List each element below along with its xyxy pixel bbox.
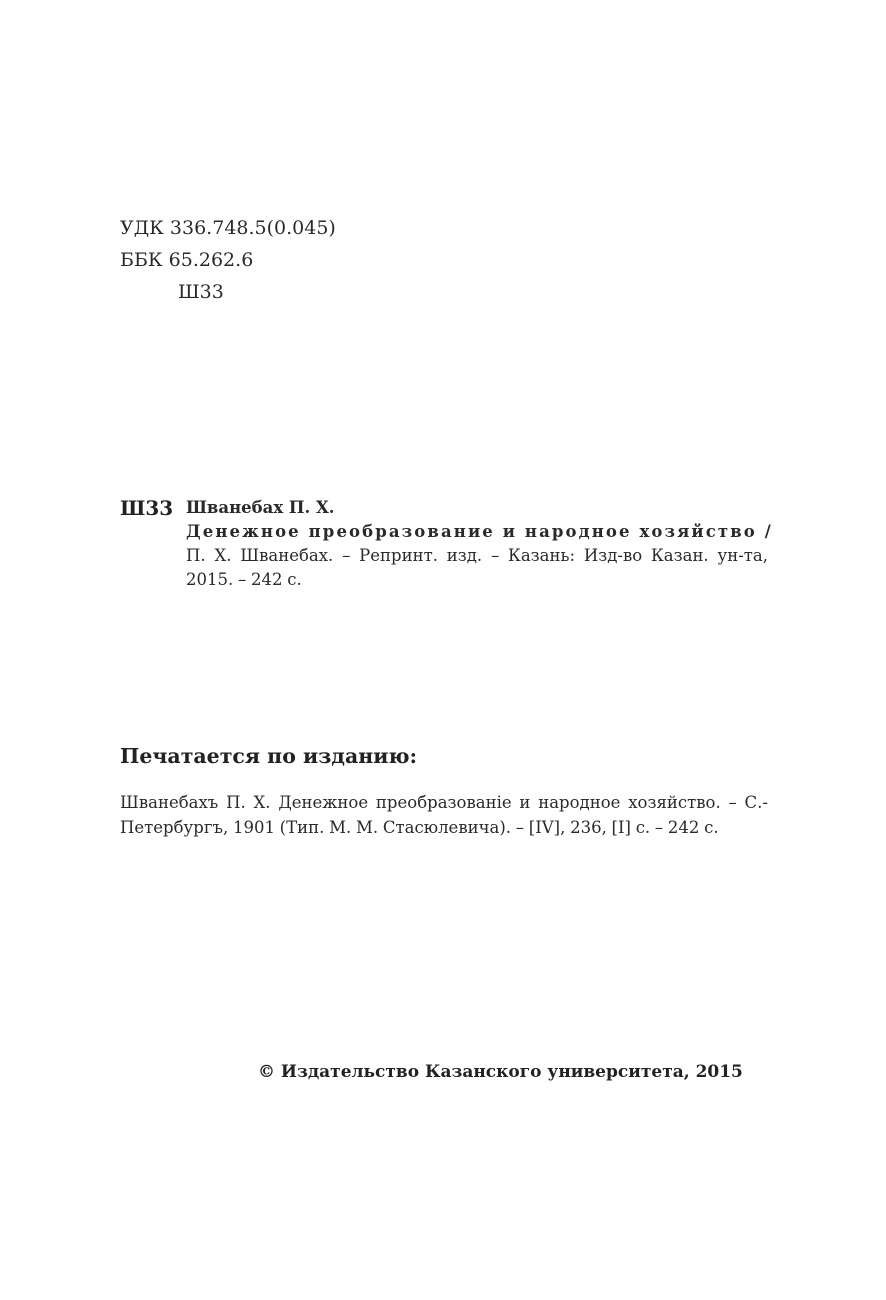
catalog-record-details: П. Х. Шванебах. – Репринт. изд. – Казань: Изд-во Казан. ун-та, 2015. – 242 с. xyxy=(186,546,768,589)
copyright-notice: © Издательство Казанского университета, 2015 xyxy=(258,1062,743,1082)
catalog-record-mark: Ш33 xyxy=(120,496,174,520)
classification-codes xyxy=(120,212,336,308)
catalog-record-body xyxy=(186,496,773,592)
catalog-record-author: Шванебах П. Х. xyxy=(186,498,335,517)
bbk-code: ББК 65.262.6 xyxy=(120,249,254,271)
catalog-record-title: Денежное преобразование и народное хозяйство / xyxy=(186,522,773,541)
source-edition-citation: Шванебахъ П. Х. Денежное преобразованiе и народное хозяйство. – С.-Петербургъ, 1901 (Тип. М. М. Стасюлевича). – [IV], 236, [I] с. – 242 с. xyxy=(120,793,768,837)
author-mark: Ш33 xyxy=(178,281,224,303)
udc-code: УДК 336.748.5(0.045) xyxy=(120,217,336,239)
source-edition-heading: Печатается по изданию: xyxy=(120,744,418,768)
